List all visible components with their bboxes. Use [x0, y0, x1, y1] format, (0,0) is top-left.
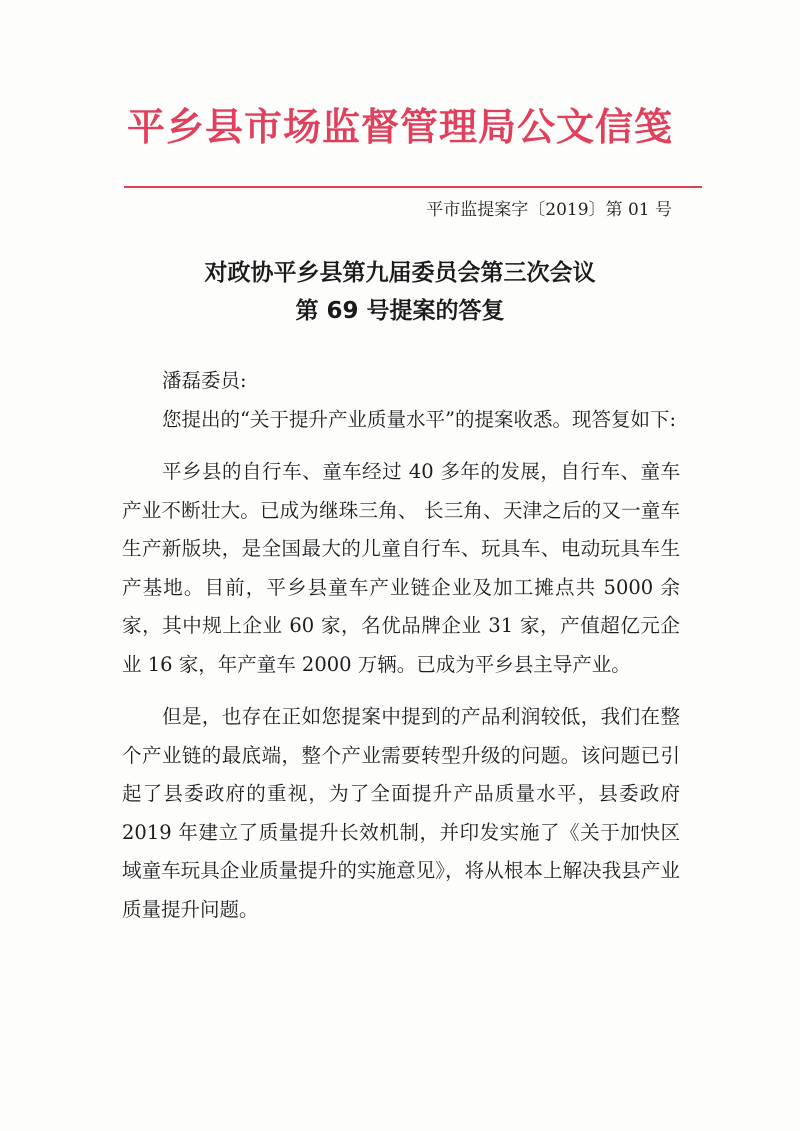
paragraph-acknowledgement: 您提出的“关于提升产业质量水平”的提案收悉。现答复如下: [162, 407, 677, 431]
letterhead-divider [124, 186, 702, 188]
document-title [0, 254, 800, 330]
paragraph-measures: 但是，也存在正如您提案中提到的产品利润较低，我们在整个产业链的最底端，整个产业需要转型升级的问题。该问题已引起了县委政府的重视，为了全面提升产品质量水平，县委政府 2019 年建立了质量提升长效机制，并印发实施了《关于加快区域童车玩具企业质量提升的实施意见》，将从根本上解决我县产业质量提升问题。 [122, 705, 680, 921]
letterhead-title: 平乡县市场监督管理局公文信笺 [126, 104, 673, 149]
document-title-line2: 第 69 号提案的答复 [295, 298, 505, 324]
document-number: 平市监提案字〔2019〕第 01 号 [426, 200, 672, 220]
document-title-line1: 对政协平乡县第九届委员会第三次会议 [204, 260, 596, 286]
salutation: 潘磊委员: [162, 369, 247, 392]
document-body [122, 362, 680, 929]
paragraph-industry-overview: 平乡县的自行车、童车经过 40 多年的发展，自行车、童车产业不断壮大。已成为继珠三角、 长三角、天津之后的又一童车生产新版块，是全国最大的儿童自行车、玩具车、电动玩具车生产基地。目前，平乡县童车产业链企业及加工摊点共 5000 余家，其中规上企业 60 家，名优品牌企业 31 家，产值超亿元企业 16 家，年产童车 2000 万辆。已成为平乡县主导产业。 [122, 460, 680, 676]
